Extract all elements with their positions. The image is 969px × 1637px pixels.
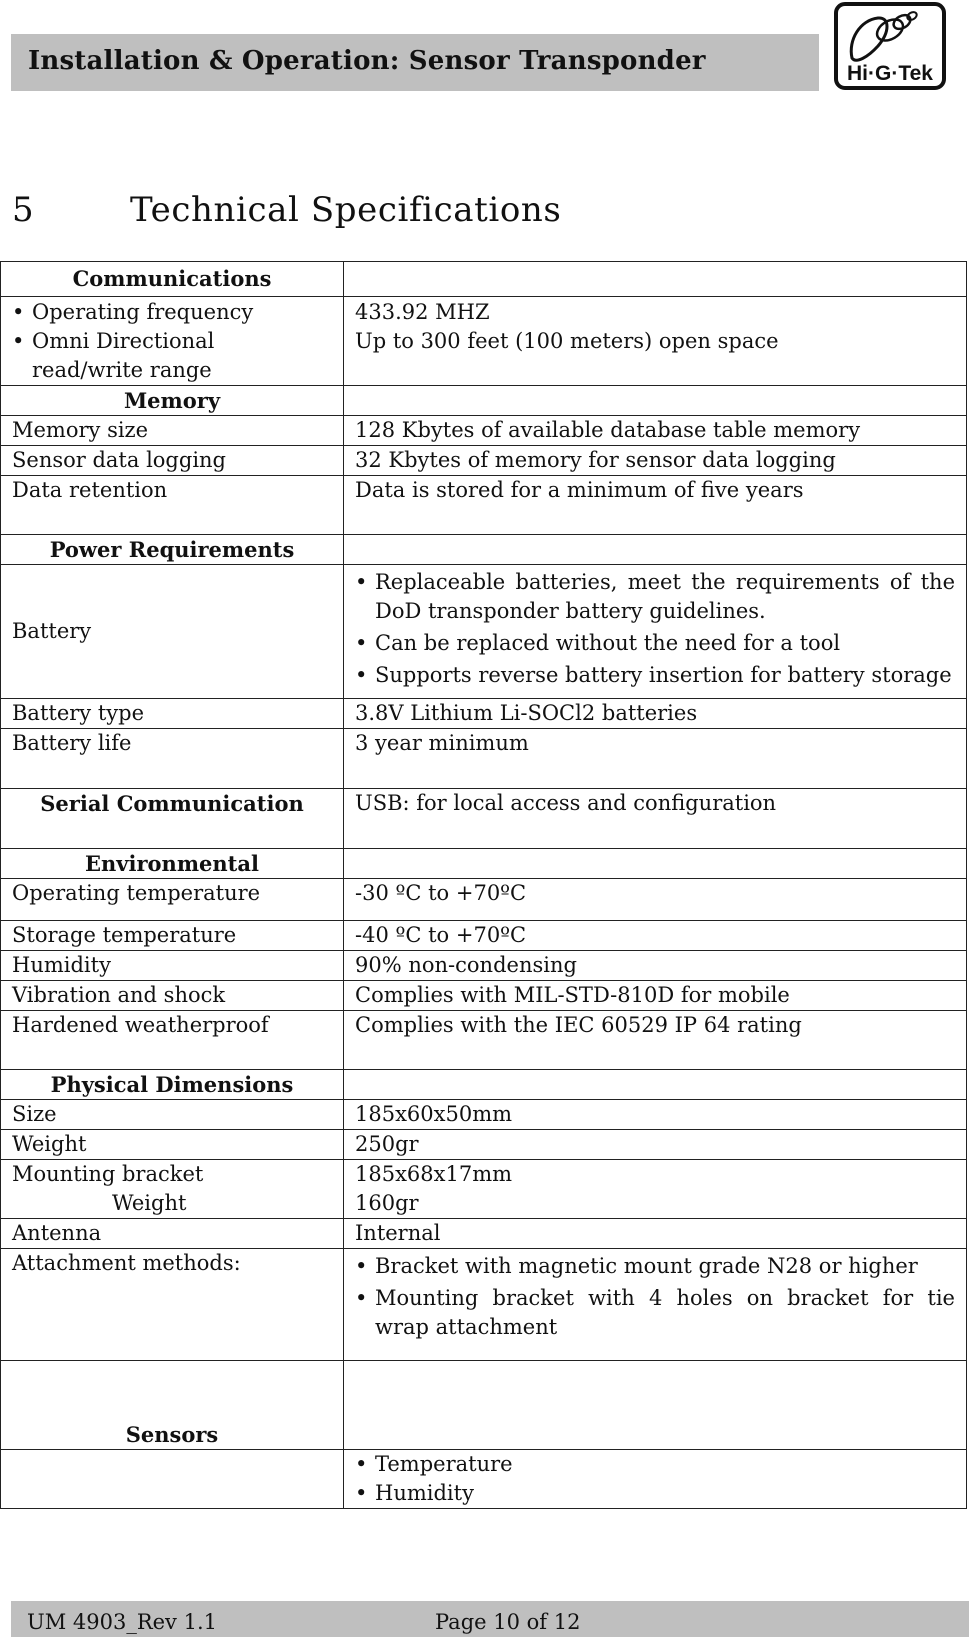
empty-cell xyxy=(344,1361,967,1450)
table-row xyxy=(1,849,967,879)
bracket-weight-value: 160gr xyxy=(355,1191,419,1215)
bracket-size-value: 185x68x17mm xyxy=(355,1162,513,1186)
spec-label: Size xyxy=(1,1100,344,1130)
table-row xyxy=(1,1249,967,1361)
list-item xyxy=(355,1479,955,1508)
table-row xyxy=(1,951,967,981)
range-value: Up to 300 feet (100 meters) open space xyxy=(355,329,779,353)
empty-cell xyxy=(1,1450,344,1509)
footer-document-id: UM 4903_Rev 1.1 xyxy=(27,1610,217,1634)
spec-value xyxy=(344,1450,967,1509)
table-row xyxy=(1,789,967,849)
sensor-item: Humidity xyxy=(375,1481,474,1505)
table-row xyxy=(1,565,967,699)
battery-bullet: Replaceable batteries, meet the requirements of the DoD transponder battery guidelines. xyxy=(375,570,955,623)
list-item xyxy=(12,298,332,327)
group-title-communications: Communications xyxy=(1,262,344,297)
spec-value: USB: for local access and configuration xyxy=(344,789,967,849)
spec-value xyxy=(344,1249,967,1361)
spec-value xyxy=(344,297,967,386)
spec-value: 185x60x50mm xyxy=(344,1100,967,1130)
list-item xyxy=(355,1252,955,1281)
bracket-weight-label: Weight xyxy=(112,1191,187,1215)
section-heading xyxy=(12,190,561,230)
table-row xyxy=(1,879,967,921)
attachment-bullet: Bracket with magnetic mount grade N28 or higher xyxy=(375,1254,918,1278)
spec-label: Battery xyxy=(1,565,344,699)
spec-label: Storage temperature xyxy=(1,921,344,951)
table-row xyxy=(1,1219,967,1249)
bullet-icon: • xyxy=(355,1286,368,1310)
spec-value: 250gr xyxy=(344,1130,967,1160)
spec-value: Complies with MIL-STD-810D for mobile xyxy=(344,981,967,1011)
bullet-icon: • xyxy=(355,1254,368,1278)
spec-label: Sensor data logging xyxy=(1,446,344,476)
table-row xyxy=(1,535,967,565)
technical-specifications-table xyxy=(0,261,967,1509)
company-logo xyxy=(834,2,948,92)
list-item xyxy=(355,629,955,658)
table-row xyxy=(1,921,967,951)
bracket-label: Mounting bracket xyxy=(12,1162,204,1186)
empty-cell xyxy=(344,535,967,565)
group-title-serial: Serial Communication xyxy=(1,789,344,849)
spec-value: 3.8V Lithium Li-SOCl2 batteries xyxy=(344,699,967,729)
footer-page-number: Page 10 of 12 xyxy=(435,1610,581,1634)
empty-cell xyxy=(344,1070,967,1100)
group-title-physical: Physical Dimensions xyxy=(1,1070,344,1100)
spec-value xyxy=(344,1160,967,1219)
spec-label xyxy=(1,297,344,386)
spec-value: -40 ºC to +70ºC xyxy=(344,921,967,951)
table-row xyxy=(1,297,967,386)
spec-label: Battery type xyxy=(1,699,344,729)
list-item xyxy=(355,568,955,626)
spec-value: 90% non-condensing xyxy=(344,951,967,981)
table-row xyxy=(1,1160,967,1219)
group-title-power: Power Requirements xyxy=(1,535,344,565)
spec-label: Battery life xyxy=(1,729,344,789)
list-item xyxy=(355,1284,955,1342)
sensor-item: Temperature xyxy=(375,1452,513,1476)
section-number: 5 xyxy=(12,190,34,230)
table-row xyxy=(1,416,967,446)
table-row xyxy=(1,446,967,476)
attachment-bullet: Mounting bracket with 4 holes on bracket for tie wrap attachment xyxy=(375,1286,955,1339)
spec-value: -30 ºC to +70ºC xyxy=(344,879,967,921)
spec-label: Data retention xyxy=(1,476,344,535)
spec-label: Humidity xyxy=(1,951,344,981)
table-row xyxy=(1,1130,967,1160)
range-label: Omni Directional read/write range xyxy=(32,329,215,382)
section-title: Technical Specifications xyxy=(130,190,562,230)
battery-bullet: Can be replaced without the need for a tool xyxy=(375,631,841,655)
spec-label: Antenna xyxy=(1,1219,344,1249)
group-title-environmental: Environmental xyxy=(1,849,344,879)
bullet-icon: • xyxy=(12,329,25,353)
empty-cell xyxy=(344,386,967,416)
table-row xyxy=(1,262,967,297)
bullet-icon: • xyxy=(355,631,368,655)
spec-value: Data is stored for a minimum of five years xyxy=(344,476,967,535)
logo-text: Hi·G·Tek xyxy=(847,62,933,85)
list-item xyxy=(355,1450,955,1479)
spec-value: Complies with the IEC 60529 IP 64 rating xyxy=(344,1011,967,1070)
page-header xyxy=(11,34,819,91)
spec-label: Vibration and shock xyxy=(1,981,344,1011)
frequency-value: 433.92 MHZ xyxy=(355,300,490,324)
spec-label xyxy=(1,1160,344,1219)
list-item xyxy=(355,661,955,690)
frequency-label: Operating frequency xyxy=(32,300,254,324)
empty-cell xyxy=(344,262,967,297)
table-row xyxy=(1,1070,967,1100)
table-row xyxy=(1,699,967,729)
page-footer xyxy=(11,1601,969,1637)
group-title-sensors: Sensors xyxy=(1,1361,344,1450)
spec-value xyxy=(344,565,967,699)
group-title-memory: Memory xyxy=(1,386,344,416)
spec-label: Operating temperature xyxy=(1,879,344,921)
table-row xyxy=(1,386,967,416)
table-row xyxy=(1,729,967,789)
header-title: Installation & Operation: Sensor Transponder xyxy=(28,46,706,76)
bullet-icon: • xyxy=(355,570,368,594)
table-row xyxy=(1,476,967,535)
bullet-icon: • xyxy=(355,663,368,687)
table-row xyxy=(1,1450,967,1509)
table-row xyxy=(1,1011,967,1070)
spec-value: 128 Kbytes of available database table memory xyxy=(344,416,967,446)
spec-value: Internal xyxy=(344,1219,967,1249)
spec-label: Weight xyxy=(1,1130,344,1160)
company-logo-graphic xyxy=(834,2,948,92)
spec-label: Memory size xyxy=(1,416,344,446)
spec-label: Hardened weatherproof xyxy=(1,1011,344,1070)
empty-cell xyxy=(344,849,967,879)
spec-value: 32 Kbytes of memory for sensor data logging xyxy=(344,446,967,476)
table-row xyxy=(1,1100,967,1130)
list-item xyxy=(12,327,332,385)
battery-bullet: Supports reverse battery insertion for battery storage xyxy=(375,663,952,687)
spec-label: Attachment methods: xyxy=(1,1249,344,1361)
table-row xyxy=(1,1361,967,1450)
bullet-icon: • xyxy=(355,1481,368,1505)
bullet-icon: • xyxy=(12,300,25,324)
table-row xyxy=(1,981,967,1011)
spec-value: 3 year minimum xyxy=(344,729,967,789)
bullet-icon: • xyxy=(355,1452,368,1476)
